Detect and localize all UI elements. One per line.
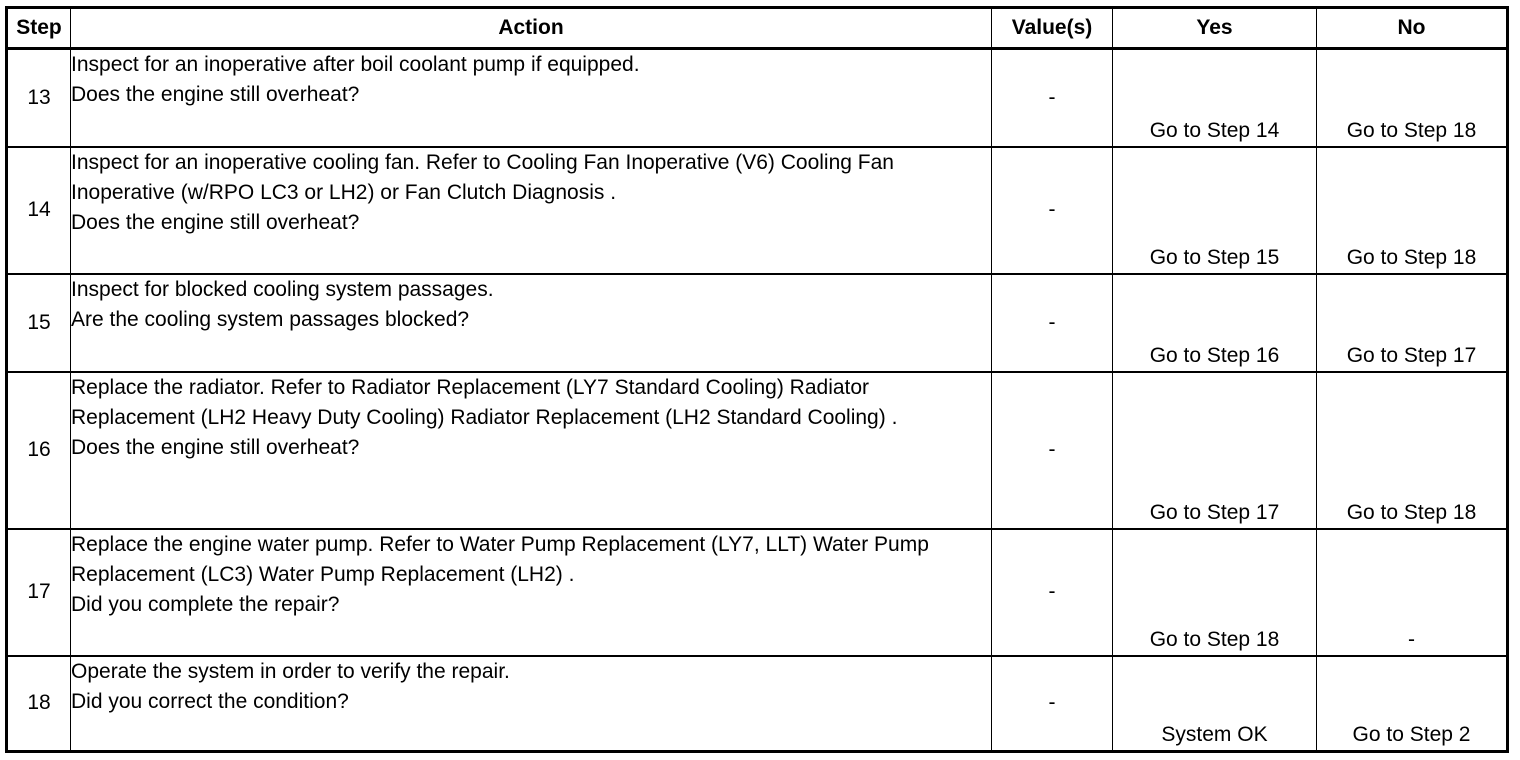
action-body: [71, 275, 991, 335]
action-question: Does the engine still overheat?: [71, 435, 360, 459]
table-row: [7, 49, 1508, 147]
table-row: [7, 529, 1508, 656]
action-cell: [71, 656, 992, 752]
action-body: [71, 373, 991, 463]
yes-cell: Go to Step 18: [1113, 529, 1317, 656]
header-no: No: [1317, 8, 1508, 49]
step-number: 13: [7, 49, 71, 147]
header-values: Value(s): [992, 8, 1113, 49]
action-body: [71, 148, 991, 238]
action-question: Does the engine still overheat?: [71, 210, 360, 234]
action-question: Did you complete the repair?: [71, 592, 340, 616]
action-cell: [71, 529, 992, 656]
table-row: [7, 274, 1508, 372]
no-cell: Go to Step 18: [1317, 49, 1508, 147]
table-row: [7, 372, 1508, 529]
table-row: [7, 147, 1508, 274]
yes-cell: System OK: [1113, 656, 1317, 752]
step-number: 14: [7, 147, 71, 274]
no-cell: Go to Step 2: [1317, 656, 1508, 752]
value-cell: -: [992, 49, 1113, 147]
header-yes: Yes: [1113, 8, 1317, 49]
action-question: Are the cooling system passages blocked?: [71, 307, 470, 331]
step-number: 16: [7, 372, 71, 529]
table-body: [7, 49, 1508, 752]
action-question: Does the engine still overheat?: [71, 83, 360, 106]
no-cell: -: [1317, 529, 1508, 656]
action-body: [71, 530, 991, 620]
action-instruction: Replace the engine water pump. Refer to Water Pump Replacement (LY7, LLT) Water Pump Replacement (LC3) Water Pump Replacement (LH2) .: [71, 532, 929, 586]
yes-cell: Go to Step 17: [1113, 372, 1317, 529]
table-header: [7, 8, 1508, 49]
header-step: Step: [7, 8, 71, 49]
action-cell: [71, 274, 992, 372]
step-number: 17: [7, 529, 71, 656]
header-action: Action: [71, 8, 992, 49]
action-body: [71, 50, 991, 110]
action-instruction: Inspect for blocked cooling system passages.: [71, 277, 494, 301]
value-cell: -: [992, 372, 1113, 529]
action-question: Did you correct the condition?: [71, 689, 349, 713]
yes-cell: Go to Step 16: [1113, 274, 1317, 372]
no-cell: Go to Step 18: [1317, 147, 1508, 274]
no-cell: Go to Step 18: [1317, 372, 1508, 529]
action-cell: [71, 49, 992, 147]
action-cell: [71, 372, 992, 529]
action-instruction: Inspect for an inoperative cooling fan. Refer to Cooling Fan Inoperative (V6) Cooling Fan Inoperative (w/RPO LC3 or LH2) or Fan Clutch Diagnosis .: [71, 150, 894, 204]
action-instruction: Inspect for an inoperative after boil coolant pump if equipped.: [71, 53, 640, 76]
value-cell: -: [992, 274, 1113, 372]
step-number: 18: [7, 656, 71, 752]
action-cell: [71, 147, 992, 274]
action-instruction: Replace the radiator. Refer to Radiator Replacement (LY7 Standard Cooling) Radiator Replacement (LH2 Heavy Duty Cooling) Radiator Replacement (LH2 Standard Cooling) .: [71, 375, 898, 429]
table-row: [7, 656, 1508, 752]
header-row: [7, 8, 1508, 49]
diagnostic-table: [5, 6, 1509, 753]
value-cell: -: [992, 529, 1113, 656]
action-body: [71, 657, 991, 717]
action-instruction: Operate the system in order to verify the repair.: [71, 659, 510, 683]
value-cell: -: [992, 147, 1113, 274]
yes-cell: Go to Step 14: [1113, 49, 1317, 147]
step-number: 15: [7, 274, 71, 372]
no-cell: Go to Step 17: [1317, 274, 1508, 372]
value-cell: -: [992, 656, 1113, 752]
yes-cell: Go to Step 15: [1113, 147, 1317, 274]
